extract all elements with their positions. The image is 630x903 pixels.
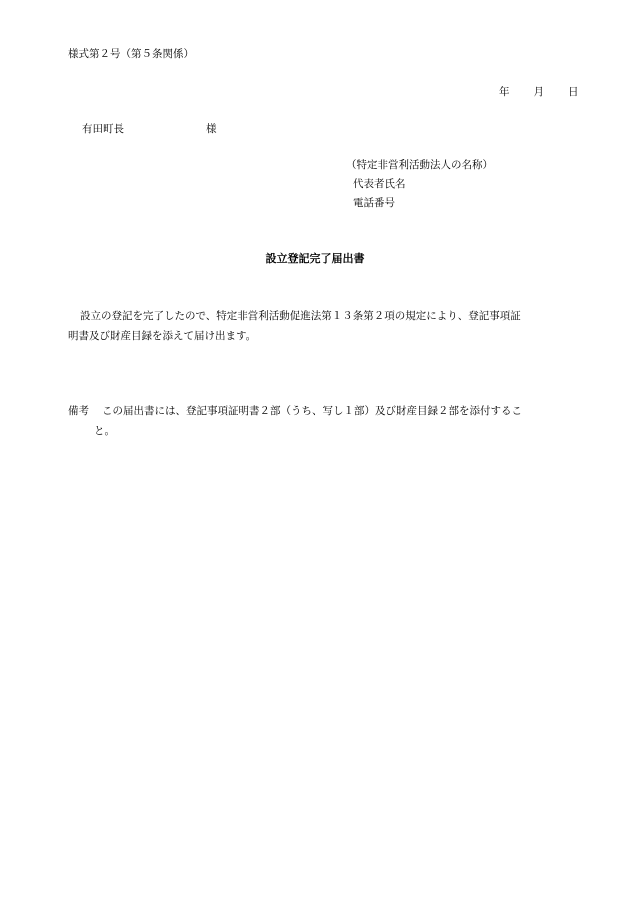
remarks-label: 備考 xyxy=(68,405,89,417)
addressee xyxy=(82,124,217,135)
document-title: 設立登記完了届出書 xyxy=(265,252,365,265)
date-month-label: 月 xyxy=(533,86,544,98)
date-year-label: 年 xyxy=(499,86,510,98)
date-line xyxy=(499,87,579,98)
remarks-line-2: と。 xyxy=(94,425,115,437)
applicant-org-name: （特定非営利活動法人の名称） xyxy=(346,159,493,171)
form-number: 様式第２号（第５条関係） xyxy=(68,48,194,60)
remarks-text-1: この届出書には、登記事項証明書２部（うち、写し１部）及び財産目録２部を添付するこ xyxy=(102,405,522,417)
applicant-phone: 電話番号 xyxy=(353,197,395,209)
body-line-1: 設立の登記を完了したので、特定非営利活動促進法第１３条第２項の規定により、登記事項証 xyxy=(80,310,521,322)
remarks-line-1 xyxy=(68,401,586,421)
addressee-honorific: 様 xyxy=(206,123,217,135)
addressee-name: 有田町長 xyxy=(82,123,124,135)
body-line-2: 明書及び財産目録を添えて届け出ます。 xyxy=(68,330,257,342)
remarks xyxy=(68,401,586,441)
body-text xyxy=(68,306,586,346)
applicant-representative: 代表者氏名 xyxy=(353,178,406,190)
applicant-block xyxy=(346,160,493,217)
date-day-label: 日 xyxy=(568,86,579,98)
